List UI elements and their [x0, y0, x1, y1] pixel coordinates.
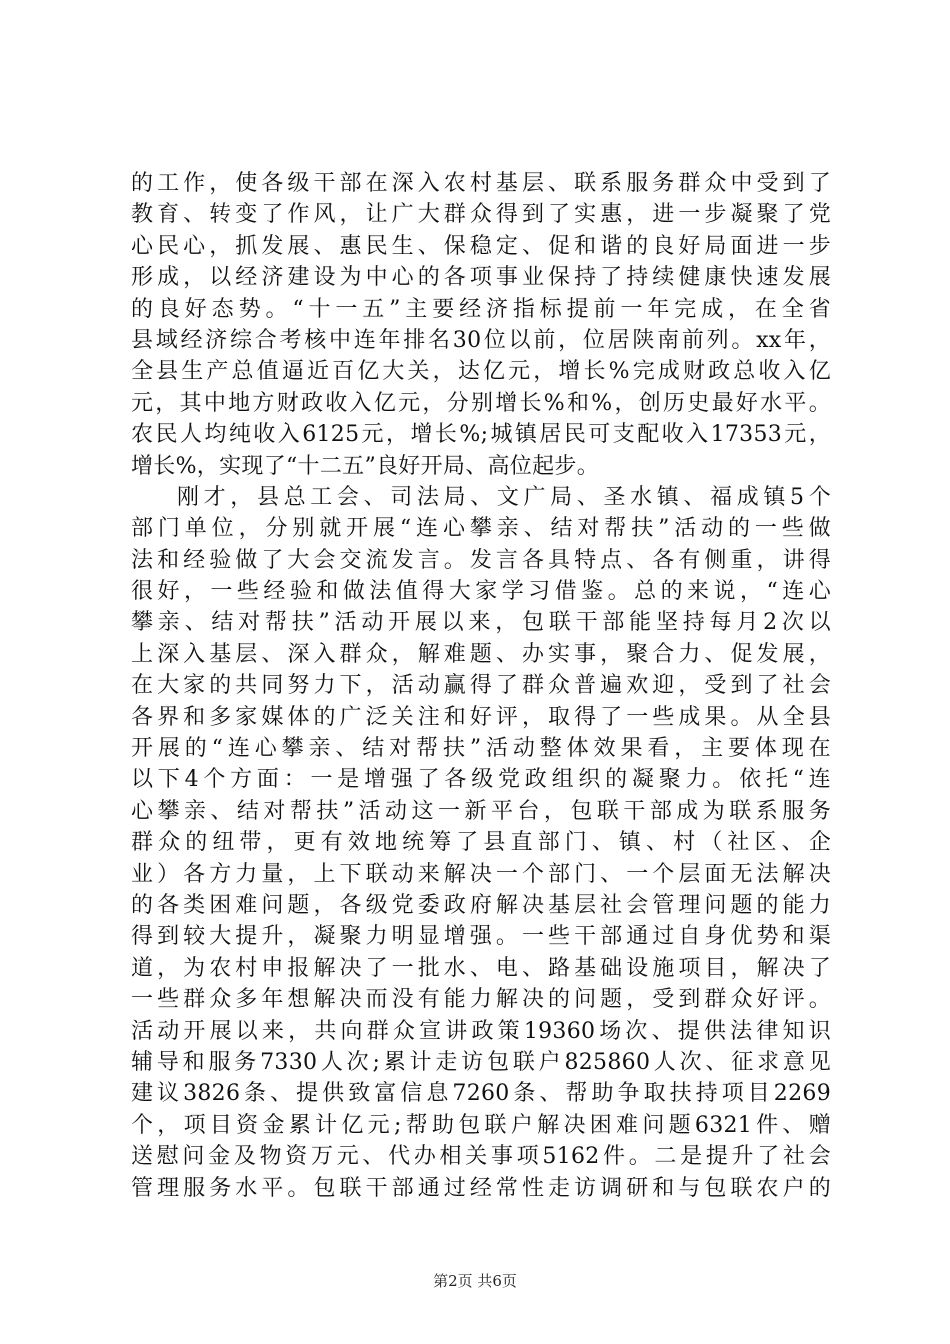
text-line: 道，为农村申报解决了一批水、电、路基础设施项目，解决了 [131, 955, 831, 981]
text-line: 增长%，实现了“十二五”良好开局、高位起步。 [131, 453, 599, 479]
text-line: 心民心，抓发展、惠民生、保稳定、促和谐的良好局面进一步 [131, 233, 831, 259]
text-line: 法和经验做了大会交流发言。发言各具特点、各有侧重，讲得 [131, 547, 831, 573]
text-line: 管理服务水平。包联干部通过经常性走访调研和与包联农户的 [131, 1175, 831, 1201]
text-line: 以下4个方面：一是增强了各级党政组织的凝聚力。依托“连 [131, 767, 831, 793]
text-line: 形成，以经济建设为中心的各项事业保持了持续健康快速发展 [131, 265, 831, 291]
text-line: 送慰问金及物资万元、代办相关事项5162件。二是提升了社会 [131, 1144, 831, 1170]
text-line: 全县生产总值逼近百亿大关，达亿元，增长%完成财政总收入亿 [131, 359, 831, 385]
text-line: 开展的“连心攀亲、结对帮扶”活动整体效果看，主要体现在 [131, 736, 831, 762]
text-line: 很好，一些经验和做法值得大家学习借鉴。总的来说，“连心 [131, 579, 831, 605]
text-line: 辅导和服务7330人次;累计走访包联户825860人次、征求意见 [131, 1049, 831, 1075]
text-line: 部门单位，分别就开展“连心攀亲、结对帮扶”活动的一些做 [131, 516, 831, 542]
text-line: 各界和多家媒体的广泛关注和好评，取得了一些成果。从全县 [131, 704, 831, 730]
text-line: 个，项目资金累计亿元;帮助包联户解决困难问题6321件、赠 [131, 1112, 831, 1138]
text-line: 业）各方力量，上下联动来解决一个部门、一个层面无法解决 [131, 861, 831, 887]
text-line: 的各类困难问题，各级党委政府解决基层社会管理问题的能力 [131, 892, 831, 918]
text-line: 得到较大提升，凝聚力明显增强。一些干部通过自身优势和渠 [131, 924, 831, 950]
text-line: 一些群众多年想解决而没有能力解决的问题，受到群众好评。 [131, 987, 831, 1013]
text-line: 攀亲、结对帮扶”活动开展以来，包联干部能坚持每月2次以 [131, 610, 831, 636]
text-line: 的工作，使各级干部在深入农村基层、联系服务群众中受到了 [131, 171, 831, 196]
text-line: 农民人均纯收入6125元，增长%;城镇居民可支配收入17353元， [131, 422, 831, 448]
text-line: 活动开展以来，共向群众宣讲政策19360场次、提供法律知识 [131, 1018, 831, 1044]
text-line: 上深入基层、深入群众，解难题、办实事，聚合力、促发展， [131, 641, 831, 667]
text-line: 建议3826条、提供致富信息7260条、帮助争取扶持项目2269 [131, 1081, 831, 1107]
document-body [131, 168, 831, 1204]
text-line: 群众的纽带，更有效地统筹了县直部门、镇、村（社区、企 [131, 830, 831, 856]
text-line: 教育、转变了作风，让广大群众得到了实惠，进一步凝聚了党 [131, 202, 831, 228]
text-line: 元，其中地方财政收入亿元，分别增长%和%，创历史最好水平。 [131, 390, 831, 416]
text-line: 刚才，县总工会、司法局、文广局、圣水镇、福成镇5个 [177, 484, 831, 510]
text-line: 的良好态势。“十一五”主要经济指标提前一年完成，在全省 [131, 296, 831, 322]
text-line: 县域经济综合考核中连年排名30位以前，位居陕南前列。xx年， [131, 327, 831, 353]
text-line: 心攀亲、结对帮扶”活动这一新平台，包联干部成为联系服务 [131, 798, 831, 824]
text-line: 在大家的共同努力下，活动赢得了群众普遍欢迎，受到了社会 [131, 673, 831, 699]
page-number-footer: 第2页 共6页 [433, 1272, 517, 1290]
